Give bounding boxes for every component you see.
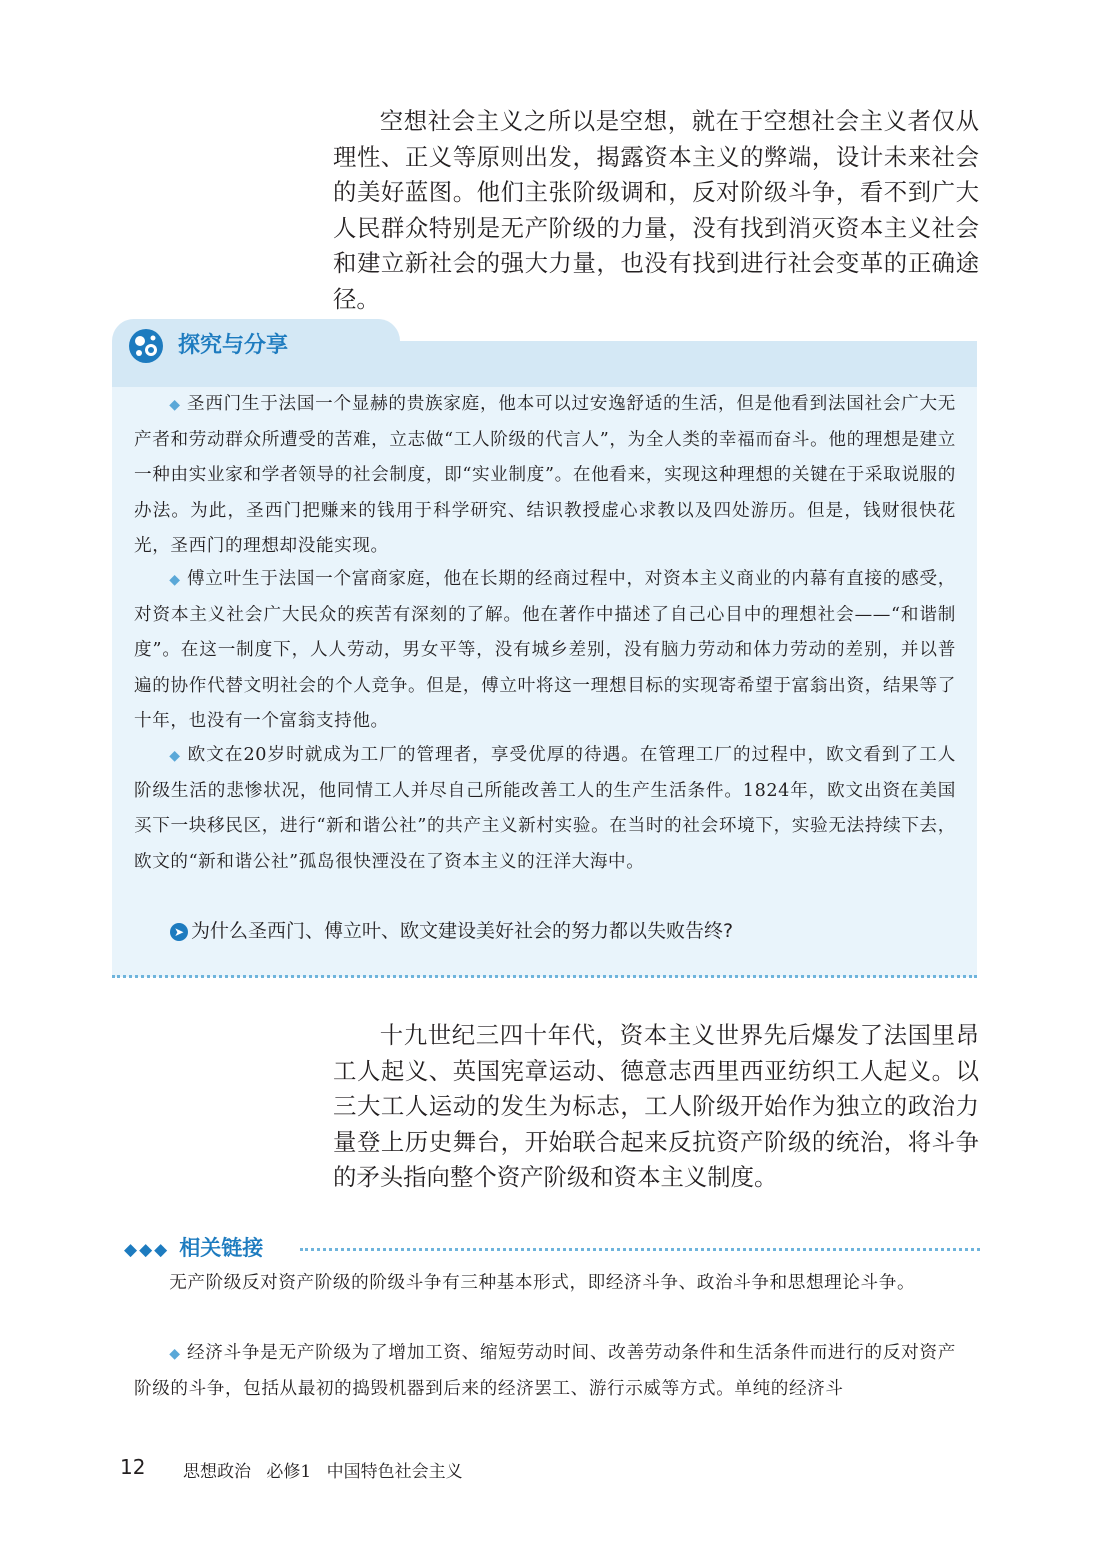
running-footer: 思想政治 必修1 中国特色社会主义 <box>183 1462 463 1482</box>
explore-question <box>170 913 733 949</box>
explore-item-text: 欧文在20岁时就成为工厂的管理者，享受优厚的待遇。在管理工厂的过程中，欧文看到了工人阶级生活的悲惨状况，他同情工人并尽自己所能改善工人的生产生活条件。1824年，欧文出资在美国买下一块移民区，进行“新和谐公社”的共产主义新村实验。在当时的社会环境下，实验无法持续下去，欧文的“新和谐公社”孤岛很快湮没在了资本主义的汪洋大海中。 <box>134 745 956 872</box>
explore-bubbles-icon <box>128 328 164 364</box>
explore-item <box>134 562 956 739</box>
diamond-triple-icon: ◆◆◆ <box>124 1240 170 1260</box>
related-link-heading <box>124 1232 263 1266</box>
explore-item-text: 圣西门生于法国一个显赫的贵族家庭，他本可以过安逸舒适的生活，但是他看到法国社会广大无产者和劳动群众所遭受的苦难，立志做“工人阶级的代言人”，为全人类的幸福而奋斗。他的理想是建立一种由实业家和学者领导的社会制度，即“实业制度”。在他看来，实现这种理想的关键在于采取说服的办法。为此，圣西门把赚来的钱用于科学研究、结识教授虚心求教以及四处游历。但是，钱财很快花光，圣西门的理想却没能实现。 <box>134 394 956 556</box>
arrow-circle-icon: ➤ <box>170 923 188 941</box>
related-link-paragraph <box>134 1336 956 1407</box>
explore-item <box>134 387 956 564</box>
explore-item-text: 傅立叶生于法国一个富商家庭，他在长期的经商过程中，对资本主义商业的内幕有直接的感受，对资本主义社会广大民众的疾苦有深刻的了解。他在著作中描述了自己心目中的理想社会——“和谐制度”。在这一制度下，人人劳动，男女平等，没有城乡差别，没有脑力劳动和体力劳动的差别，并以普遍的协作代替文明社会的个人竞争。但是，傅立叶将这一理想目标的实现寄希望于富翁出资，结果等了十年，也没有一个富翁支持他。 <box>134 569 956 731</box>
related-link-text: 经济斗争是无产阶级为了增加工资、缩短劳动时间、改善劳动条件和生活条件而进行的反对资产阶级的斗争，包括从最初的捣毁机器到后来的经济罢工、游行示威等方式。单纯的经济斗 <box>134 1343 956 1400</box>
diamond-bullet-icon: ◆ <box>169 748 181 764</box>
related-link-paragraph: 无产阶级反对资产阶级的阶级斗争有三种基本形式，即经济斗争、政治斗争和思想理论斗争。 <box>169 1273 916 1293</box>
explore-title: 探究与分享 <box>178 333 289 358</box>
body-paragraph-1: 空想社会主义之所以是空想，就在于空想社会主义者仅从理性、正义等原则出发，揭露资本主义的弊端，设计未来社会的美好蓝图。他们主张阶级调和，反对阶级斗争，看不到广大人民群众特别是无产阶级的力量，没有找到消灭资本主义社会和建立新社会的强大力量，也没有找到进行社会变革的正确途径。 <box>333 107 979 313</box>
body-paragraph-2: 十九世纪三四十年代，资本主义世界先后爆发了法国里昂工人起义、英国宪章运动、德意志西里西亚纺织工人起义。以三大工人运动的发生为标志，工人阶级开始作为独立的政治力量登上历史舞台，开始联合起来反抗资产阶级的统治，将斗争的矛头指向整个资产阶级和资本主义制度。 <box>333 1021 979 1191</box>
diamond-bullet-icon: ◆ <box>169 572 181 588</box>
diamond-bullet-icon: ◆ <box>169 397 181 413</box>
diamond-bullet-icon: ◆ <box>169 1346 181 1362</box>
explore-item <box>134 738 956 880</box>
question-text: 为什么圣西门、傅立叶、欧文建设美好社会的努力都以失败告终? <box>191 920 734 942</box>
dotted-divider <box>112 975 977 982</box>
page-number: 12 <box>120 1455 146 1479</box>
dotted-divider <box>300 1248 980 1254</box>
related-link-title: 相关链接 <box>179 1236 264 1260</box>
